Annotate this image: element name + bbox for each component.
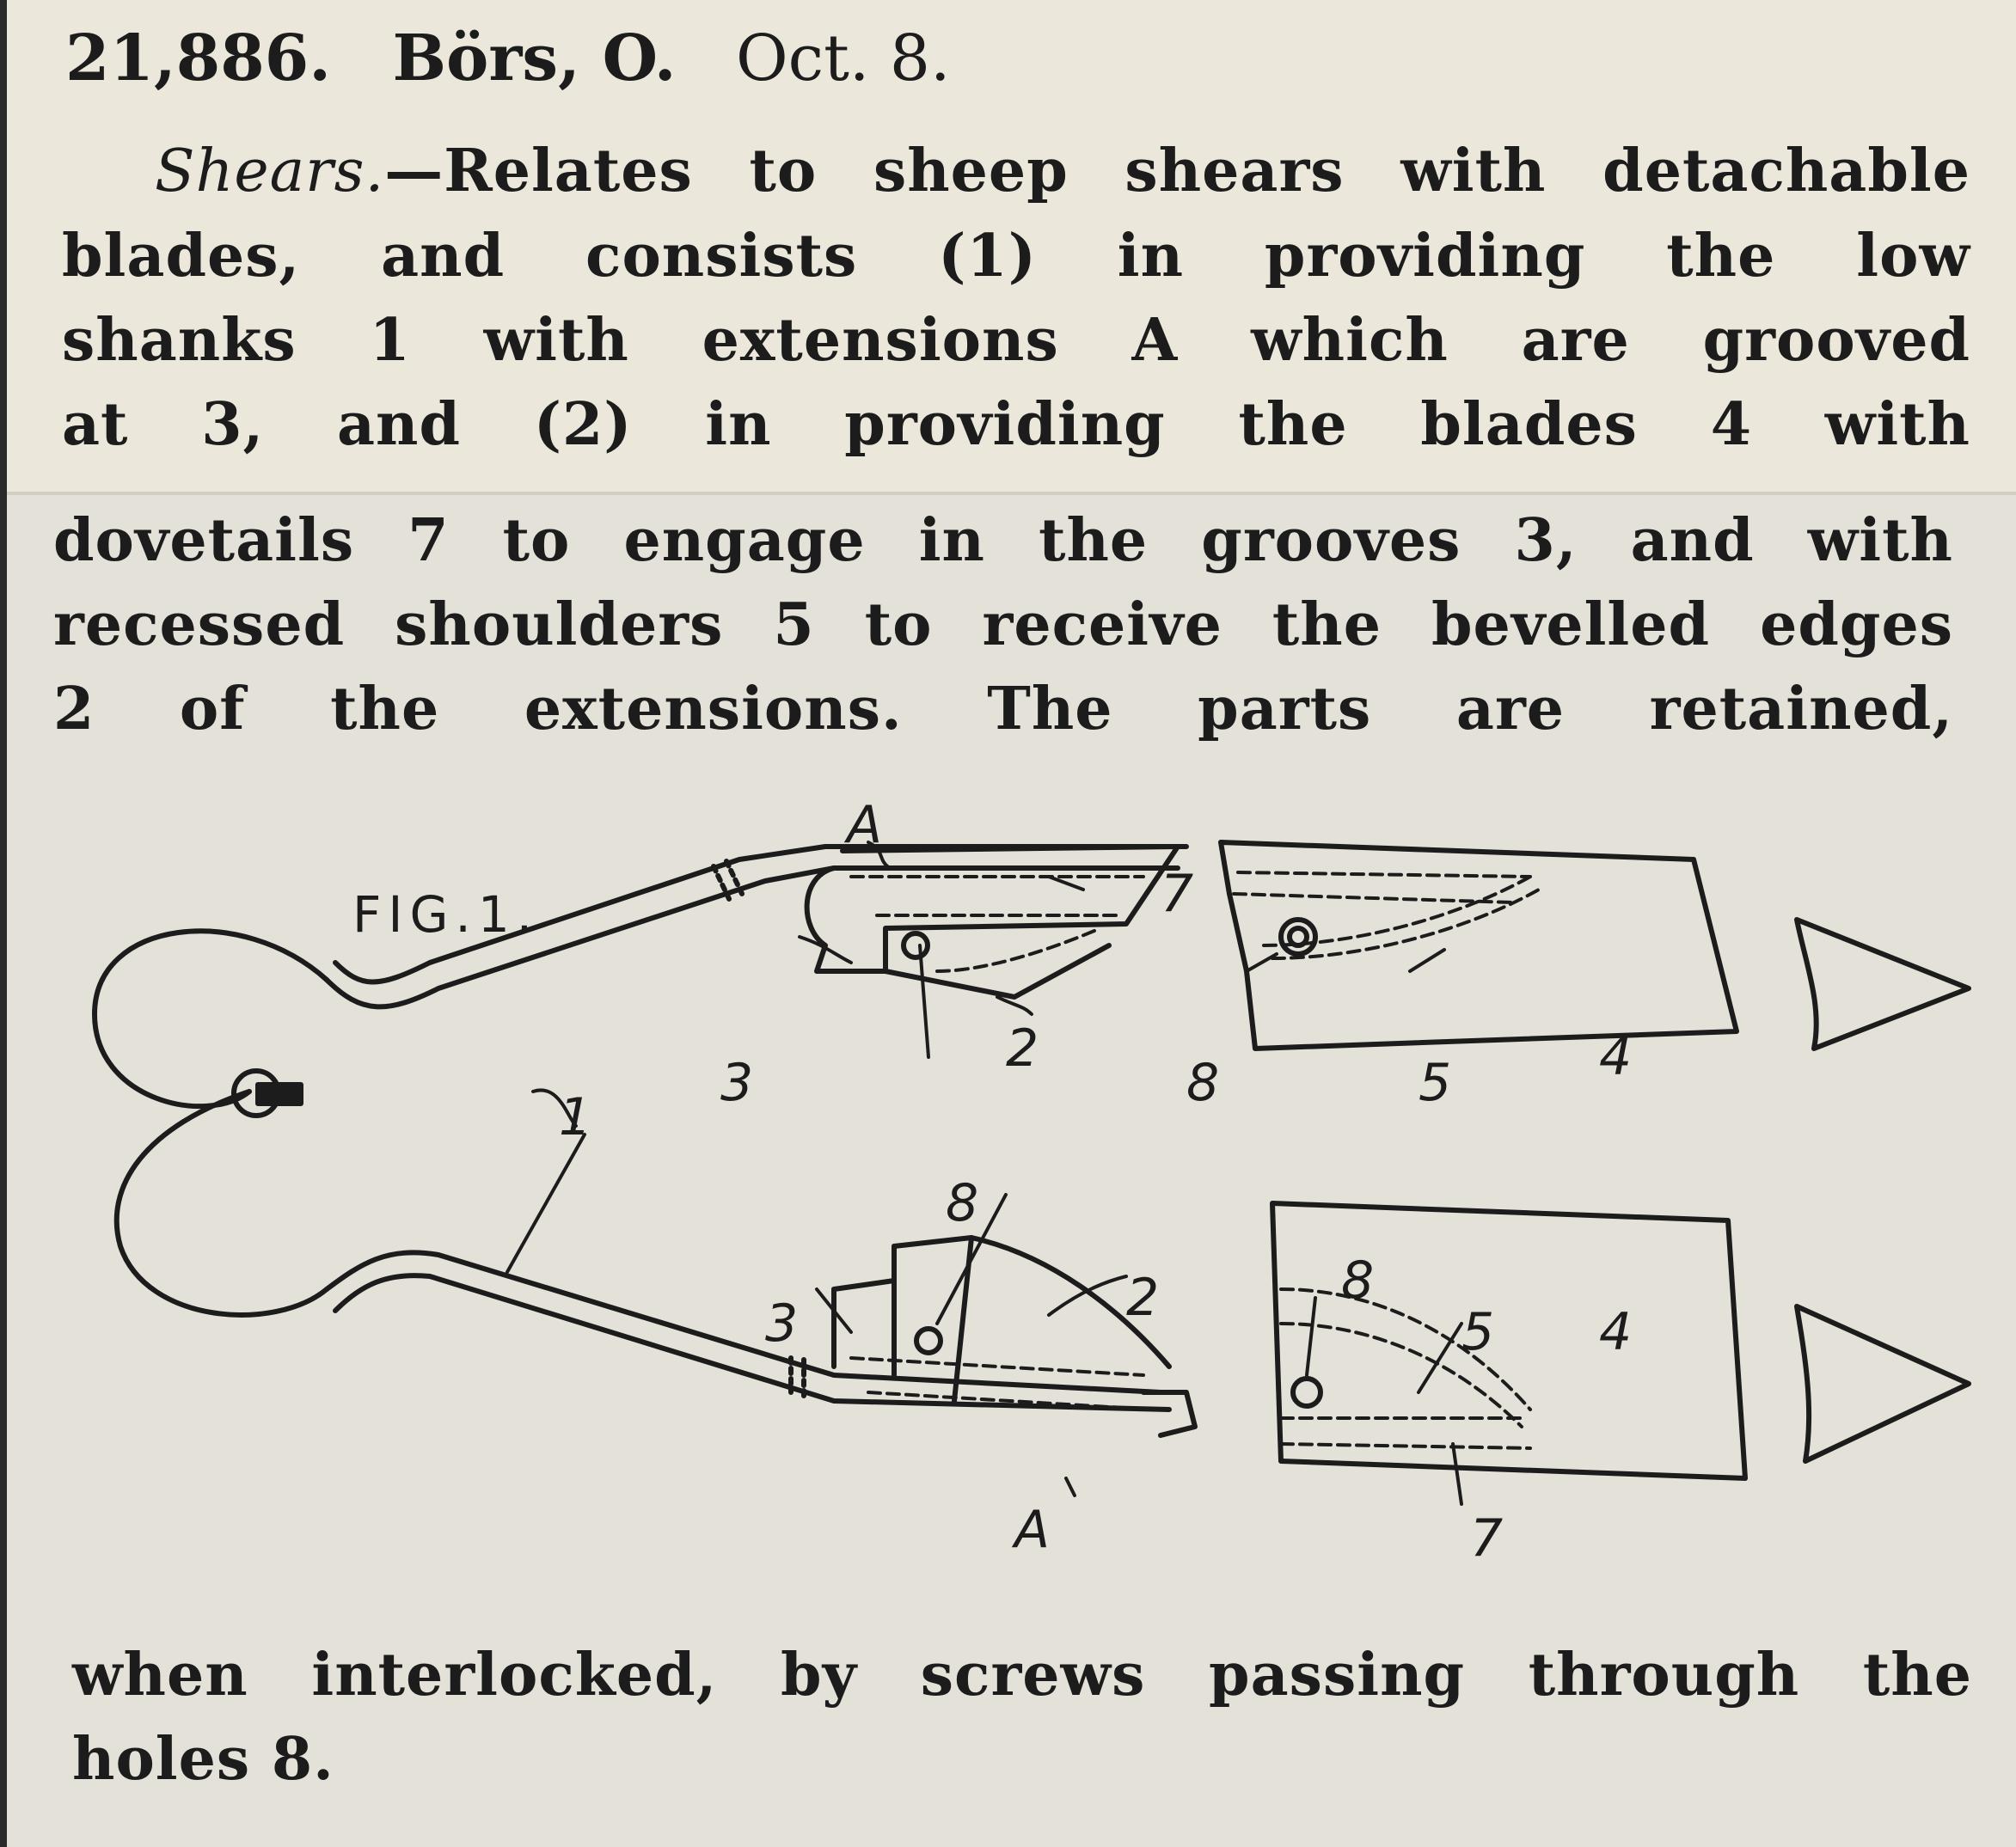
text-line: shanks 1 with extensions A which are grooved <box>62 306 1970 375</box>
callout-2-top: 2 <box>1006 1018 1039 1079</box>
callout-A-bottom: A <box>1014 1500 1051 1560</box>
text-line: holes 8. <box>72 1725 334 1794</box>
abstract-paragraph-3 <box>72 1633 1972 1801</box>
handle-bow <box>95 931 327 1315</box>
shears-patent-drawing <box>77 795 1986 1569</box>
left-margin-rule <box>0 0 7 1847</box>
text-line-content: —Relates to sheep shears with detachable <box>384 137 1970 205</box>
callout-7-bottom: 7 <box>1470 1508 1504 1569</box>
callout-2-bottom: 2 <box>1126 1268 1160 1328</box>
callout-5-bottom: 5 <box>1461 1302 1495 1362</box>
callout-4-top: 4 <box>1599 1027 1633 1087</box>
text-line: dovetails 7 to engage in the grooves 3, and with <box>53 506 1953 575</box>
text-line: at 3, and (2) in providing the blades 4 with <box>62 390 1970 459</box>
text-line: blades, and consists (1) in providing the low <box>62 222 1970 291</box>
patent-heading <box>65 15 951 101</box>
callout-labels <box>559 795 1632 1569</box>
text-line: recessed shoulders 5 to receive the bevelled edges <box>53 590 1953 659</box>
upper-blade <box>1221 842 1737 1049</box>
subject-title: Shears. <box>155 138 385 205</box>
text-line: when interlocked, by screws passing through the <box>72 1641 1972 1709</box>
callout-4-bottom: 4 <box>1599 1302 1633 1362</box>
page-seam <box>0 492 2016 495</box>
lower-shank <box>327 1252 1169 1410</box>
blade-tip-lower <box>1797 1306 1969 1461</box>
callout-8-bottom: 8 <box>1341 1251 1375 1311</box>
callout-3-bottom: 3 <box>765 1294 799 1354</box>
patent-date: Oct. 8. <box>736 21 951 95</box>
callout-A-top: A <box>847 795 883 855</box>
text-line: 2 of the extensions. The parts are retained, <box>53 675 1953 743</box>
abstract-paragraph-2 <box>53 498 1953 751</box>
callout-7-top: 7 <box>1161 864 1194 924</box>
abstract-paragraph-1 <box>62 129 1970 467</box>
callout-8-top: 8 <box>1186 1053 1220 1113</box>
text-line <box>62 129 1970 214</box>
callout-1: 1 <box>559 1087 592 1147</box>
callout-3-top: 3 <box>720 1053 754 1113</box>
lower-blade <box>1272 1203 1745 1478</box>
patent-number: 21,886. <box>65 21 331 95</box>
blade-tip-upper <box>1797 920 1969 1049</box>
figure-label: FIG.1. <box>352 885 540 944</box>
inventor-name: Börs, O. <box>392 21 677 95</box>
callout-5-top: 5 <box>1419 1053 1452 1113</box>
callout-8-mid: 8 <box>946 1173 979 1233</box>
